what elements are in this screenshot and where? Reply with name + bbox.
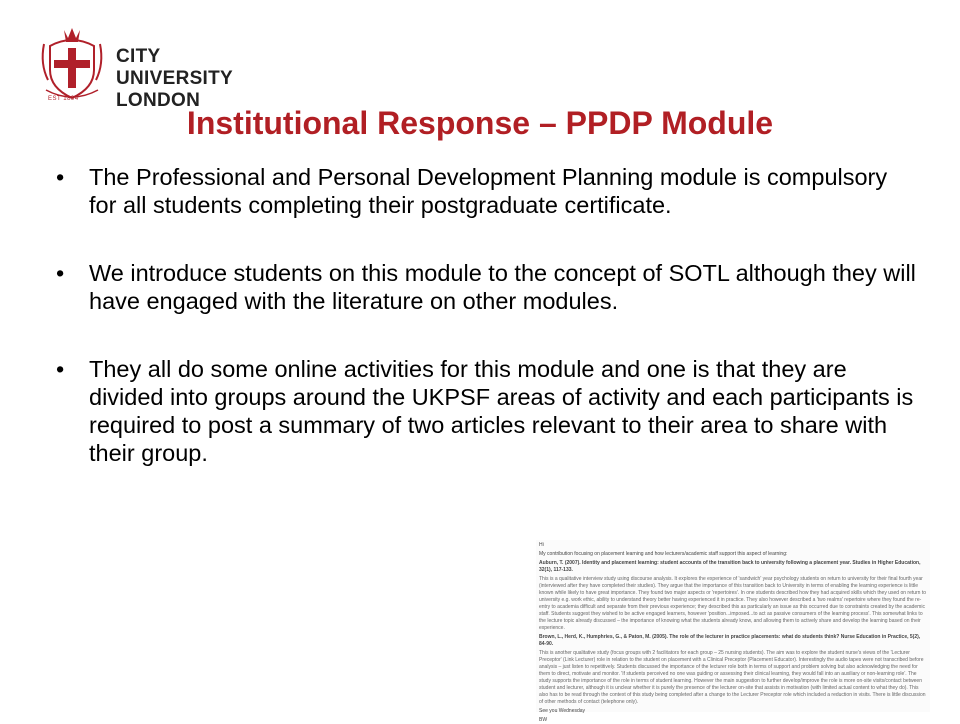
post-signoff: See you Wednesday [539,708,586,714]
forum-post-screenshot [536,540,930,723]
post-reference-2: Brown, L., Herd, K., Humphries, G., & Paton, M. (2005). The role of the lecturer in practice placements: what do students think? Nurse Education in Practice, 5(2), 84-90. [539,634,921,647]
post-summary-2: This is another qualitative study (focus groups with 2 facilitators for each group – 25 nursing students). The aim was to explore the student nurse's views of the 'Lecturer Preceptor' (Link Lecturer) role in relation to the student on placement with a Clinical Preceptor (Placement Educator). Interestingly the audio tapes were not transcribed before analysis – just listen to repetitively. Students discussed the importance of the lecturer role both in terms of support and problem solving but also acknowledging the need for them to direct, motivate and monitor. 'If students perceived no one was guiding or assessing their clinical learning, they would fall into an auxiliary or non-learning role'. The study supports the importance of the role in terms of student learning. However the main suggestion to further develop/improve the role is more on-site visits/contact between student and lecturer, although it is unclear whether it is purely the presence of the lecturer on-site that assists in motivation (with limited actual content to what they do). This also has to be read through the context of this study being completed after a change to the Lecturer Preceptor role which included a reduction in visits. There is little discussion of other methods of contact (telephone only). [539,650,926,705]
post-initials: BW [539,717,548,723]
post-greeting: Hi [539,542,544,548]
logo-line2: LONDON [116,90,201,111]
bullet-item: • The Professional and Personal Development Planning module is compulsory for all students completing their postgraduate certificate. [56,163,916,219]
post-summary-1: This is a qualitative interview study using discourse analysis. It explores the experience of 'sandwich' year psychology students on return to university for their final fourth year (interviewed after they have completed their studies). They argue that the importance of this transition back to University in terms of enabling the learning experience is little known while likely to have great importance. They found two major aspects or 'repertoires'. In one students described how they had acquired skills which they used on return to university e.g. work ethic, ability to understand theory better having experienced it in practice. They also however described a 'two realms' repertoire where they found the re-entry to academia difficult and separate from their previous experience; they described this as particularly an issue as this occurred due to constraints created by the academic staff. Students suggest they wished to be active engaged learners, however 'position...imposed...to act as passive consumers of the learning process'. This somewhat links to the lecture topic already discussed – the importance of knowing what the students already know, and allowing them to actively share and develop the learning based on their experience. [539,576,927,631]
post-intro: My contribution focusing on placement learning and how lecturers/academic staff support this aspect of learning: [539,551,788,557]
logo-est-label: EST 1894 [48,96,79,102]
post-reference-1: Auburn, T. (2007). Identity and placement learning: student accounts of the transition back to university following a placement year. Studies in Higher Education, 32(1), 117-133. [539,560,921,573]
logo-wordmark [116,46,280,112]
university-logo [40,24,280,110]
crest-icon [40,24,104,104]
bullet-item: • They all do some online activities for this module and one is that they are divided into groups around the UKPSF areas of activity and each participants is required to post a summary of two articles relevant to their area to share with their group. [56,355,916,467]
bullet-item: • We introduce students on this module to the concept of SOTL although they will have engaged with the literature on other modules. [56,259,916,315]
slide-title: Institutional Response – PPDP Module [186,105,774,141]
logo-line1: CITY UNIVERSITY [116,46,234,89]
bullet-list [56,163,916,507]
